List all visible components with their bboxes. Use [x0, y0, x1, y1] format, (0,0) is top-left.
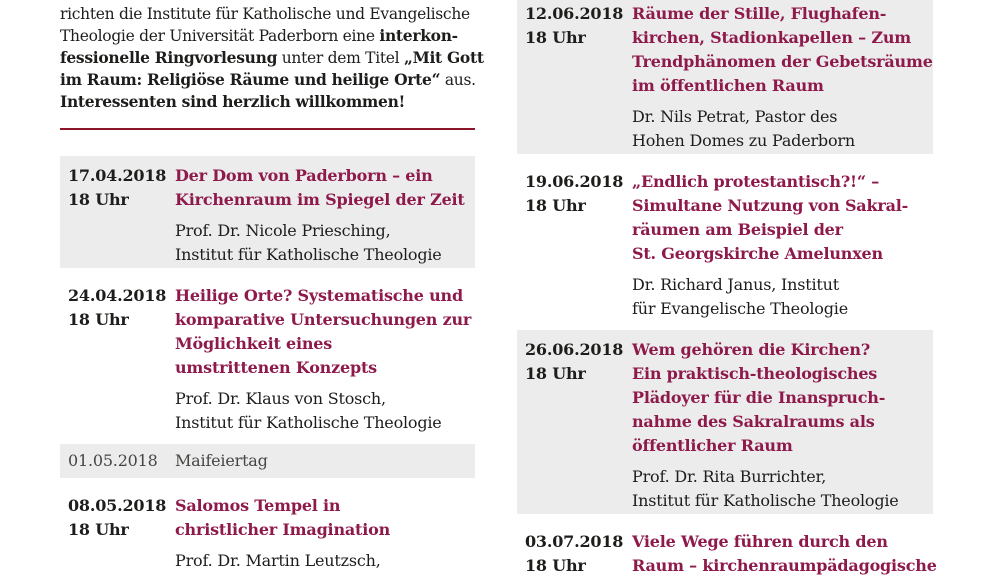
event-title: Der Dom von Paderborn – ein Kirchenraum im Spiegel der Zeit	[175, 166, 465, 209]
event-date: 24.04.2018	[68, 286, 167, 305]
intro-line: richten die Institute für Katholische und Evangelische	[60, 5, 470, 23]
event-speaker: Dr. Nils Petrat, Pastor des Hohen Domes zu Paderborn	[632, 107, 855, 150]
event-details	[175, 449, 467, 473]
event-details	[175, 494, 467, 573]
event-title: Viele Wege führen durch den Raum – kirchenraumpädagogische	[632, 532, 937, 575]
event-time: 18 Uhr	[68, 520, 129, 539]
event-details	[632, 530, 937, 578]
event-row	[60, 486, 475, 574]
event-time: 18 Uhr	[68, 310, 129, 329]
welcome-note: Interessenten sind herzlich willkommen!	[60, 92, 406, 111]
event-datetime	[68, 284, 175, 435]
event-date: 26.06.2018	[525, 340, 624, 359]
event-title: Maifeiertag	[175, 451, 268, 470]
event-datetime	[525, 338, 632, 513]
event-datetime	[68, 494, 175, 573]
event-row	[60, 156, 475, 268]
event-time: 18 Uhr	[525, 28, 586, 47]
event-title: Räume der Stille, Flughafen- kirchen, Stadionkapellen – Zum Trendphänomen der Gebetsräume im öffentlichen Raum	[632, 4, 933, 95]
event-details	[632, 170, 925, 321]
event-list-right	[517, 0, 937, 579]
event-title: Wem gehören die Kirchen? Ein praktisch-theologisches Plädoyer für die Inanspruch- nahme des Sakralraums als öffentlicher Raum	[632, 340, 886, 455]
event-title: Salomos Tempel in christlicher Imagination	[175, 496, 391, 539]
event-date: 01.05.2018	[68, 451, 158, 470]
event-speaker: Prof. Dr. Rita Burrichter, Institut für Katholische Theologie	[632, 467, 899, 510]
event-date: 12.06.2018	[525, 4, 624, 23]
intro-paragraph	[60, 4, 484, 91]
event-list-left	[60, 156, 475, 574]
right-column	[517, 0, 937, 587]
event-time: 18 Uhr	[525, 196, 586, 215]
event-datetime	[68, 449, 175, 473]
event-date: 17.04.2018	[68, 166, 167, 185]
event-datetime	[525, 2, 632, 153]
event-time: 18 Uhr	[525, 364, 586, 383]
event-details	[175, 284, 472, 435]
event-date: 08.05.2018	[68, 496, 167, 515]
event-time: 18 Uhr	[525, 556, 586, 575]
event-title: „Endlich protestantisch?!“ – Simultane Nutzung von Sakral- räumen am Beispiel der St. Georgskirche Amelunxen	[632, 172, 909, 263]
event-date: 19.06.2018	[525, 172, 624, 191]
event-row	[60, 276, 475, 436]
event-speaker: Dr. Richard Janus, Institut für Evangelische Theologie	[632, 275, 848, 318]
event-date: 03.07.2018	[525, 532, 624, 551]
intro-line: im Raum: Religiöse Räume und heilige Orte“ aus.	[60, 70, 476, 89]
event-row	[517, 162, 933, 322]
section-divider	[60, 128, 475, 130]
event-details	[632, 338, 925, 513]
left-column	[60, 4, 484, 582]
event-datetime	[525, 170, 632, 321]
event-title: Heilige Orte? Systematische und komparative Untersuchungen zur Möglichkeit eines umstrittenen Konzepts	[175, 286, 472, 377]
event-details	[632, 2, 933, 153]
event-row	[517, 0, 933, 154]
event-datetime	[68, 164, 175, 267]
event-speaker: Prof. Dr. Klaus von Stosch, Institut für Katholische Theologie	[175, 389, 442, 432]
event-speaker: Prof. Dr. Nicole Priesching, Institut für Katholische Theologie	[175, 221, 442, 264]
event-row	[517, 522, 937, 579]
event-speaker: Prof. Dr. Martin Leutzsch,	[175, 551, 381, 570]
intro-line: fessionelle Ringvorlesung unter dem Titel „Mit Gott	[60, 48, 484, 67]
event-row	[60, 444, 475, 478]
event-time: 18 Uhr	[68, 190, 129, 209]
event-row	[517, 330, 933, 514]
event-datetime	[525, 530, 632, 578]
intro-line: Theologie der Universität Paderborn eine interkon-	[60, 26, 458, 45]
event-details	[175, 164, 467, 267]
